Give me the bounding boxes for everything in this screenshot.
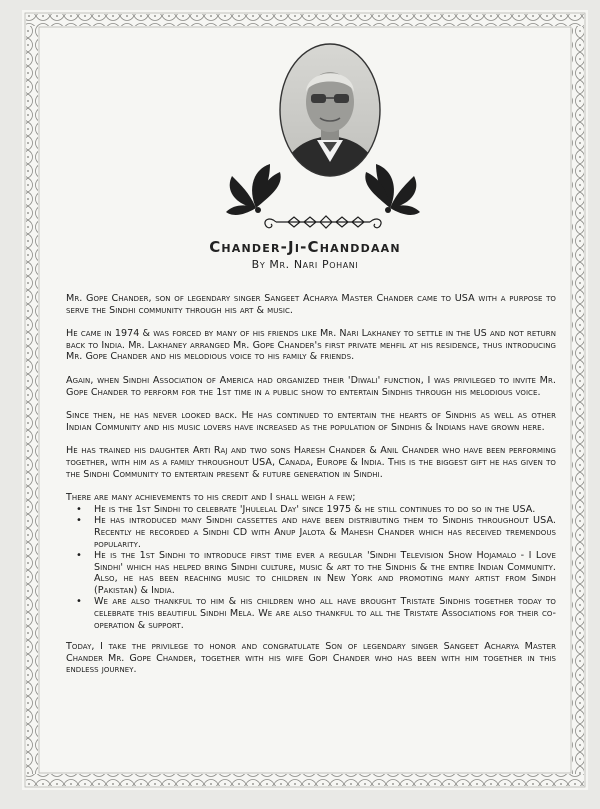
- floral-ornament: [218, 156, 428, 236]
- list-item: [76, 503, 556, 516]
- list-item: [76, 515, 556, 550]
- closing-paragraph: Today, I take the privilege to honor and congratulate Son of legendary singer Sangeet Acharya Master Chander Mr. Gope Chander, together with his wife Gopi Chander who has been with him together in this endless journey.: [66, 641, 556, 676]
- paragraph: Since then, he has never looked back. He has continued to entertain the hearts of Sindhis as well as other Indian Community and his music lovers have increased as the population of Sindhis & Indians have grown here.: [66, 410, 556, 433]
- list-item-text: We are also thankful to him & his children who all have brought Tristate Sindhis together today to celebrate this beautiful Sindhi Mela. We are also thankful to all the Tristate Associations for their co-operation & support.: [94, 596, 556, 631]
- bullet-icon: •: [76, 503, 82, 515]
- article-title: Chander-Ji-Chanddaan: [209, 238, 401, 256]
- paragraph: He came in 1974 & was forced by many of his friends like Mr. Nari Lakhaney to settle in the US and not return back to India. Mr. Lakhaney arranged Mr. Gope Chander's first private mehfil at his residence, thus introducing Mr. Gope Chander and his melodious voice to his family & friends.: [66, 328, 556, 363]
- article-byline: By Mr. Nari Pohani: [251, 258, 359, 271]
- paragraph: Again, when Sindhi Association of America had organized their 'Diwali' function, I was privileged to invite Mr. Gope Chander to perform for the 1st time in a public show to entertain Sindhis through his melodious voice.: [66, 374, 556, 398]
- list-item-text: He is the 1st Sindhi to introduce first time ever a regular 'Sindhi Television Show Hojamalo - I Love Sindhi' which has helped bring Sindhi culture, music & art to the Sindhis & the entire Indian Community. Also, he has been reaching music to children in New York and promoting many artist from Sindh (Pakistan) & India.: [94, 550, 556, 596]
- article-body: [66, 293, 556, 688]
- document-page: [22, 10, 588, 790]
- list-item-text: He is the 1st Sindhi to celebrate 'Jhulelal Day' since 1975 & he still continues to do so in the USA.: [94, 503, 536, 515]
- list-item: [76, 596, 556, 631]
- achievements-list: [66, 504, 556, 632]
- bullet-icon: •: [76, 550, 82, 562]
- paragraph: Mr. Gope Chander, son of legendary singer Sangeet Acharya Master Chander came to USA with a purpose to serve the Sindhi community through his art & music.: [66, 293, 556, 316]
- list-item-text: He has introduced many Sindhi cassettes and have been distributing them to Sindhis throughout USA. Recently he recorded a Sindhi CD with Anup Jalota & Mahesh Chander which has received tremendous popularity.: [94, 515, 556, 550]
- achievements-intro: There are many achievements to his credit and I shall weigh a few;: [66, 492, 356, 504]
- bullet-icon: •: [76, 515, 82, 527]
- paragraph: He has trained his daughter Arti Raj and two sons Haresh Chander & Anil Chander who have been performing together, with him as a family throughout USA, Canada, Europe & India. This is the biggest gift he has given to the Sindhi Community to entertain present & future generation in Sindhi.: [66, 445, 556, 480]
- bullet-icon: •: [76, 596, 82, 608]
- list-item: [76, 550, 556, 596]
